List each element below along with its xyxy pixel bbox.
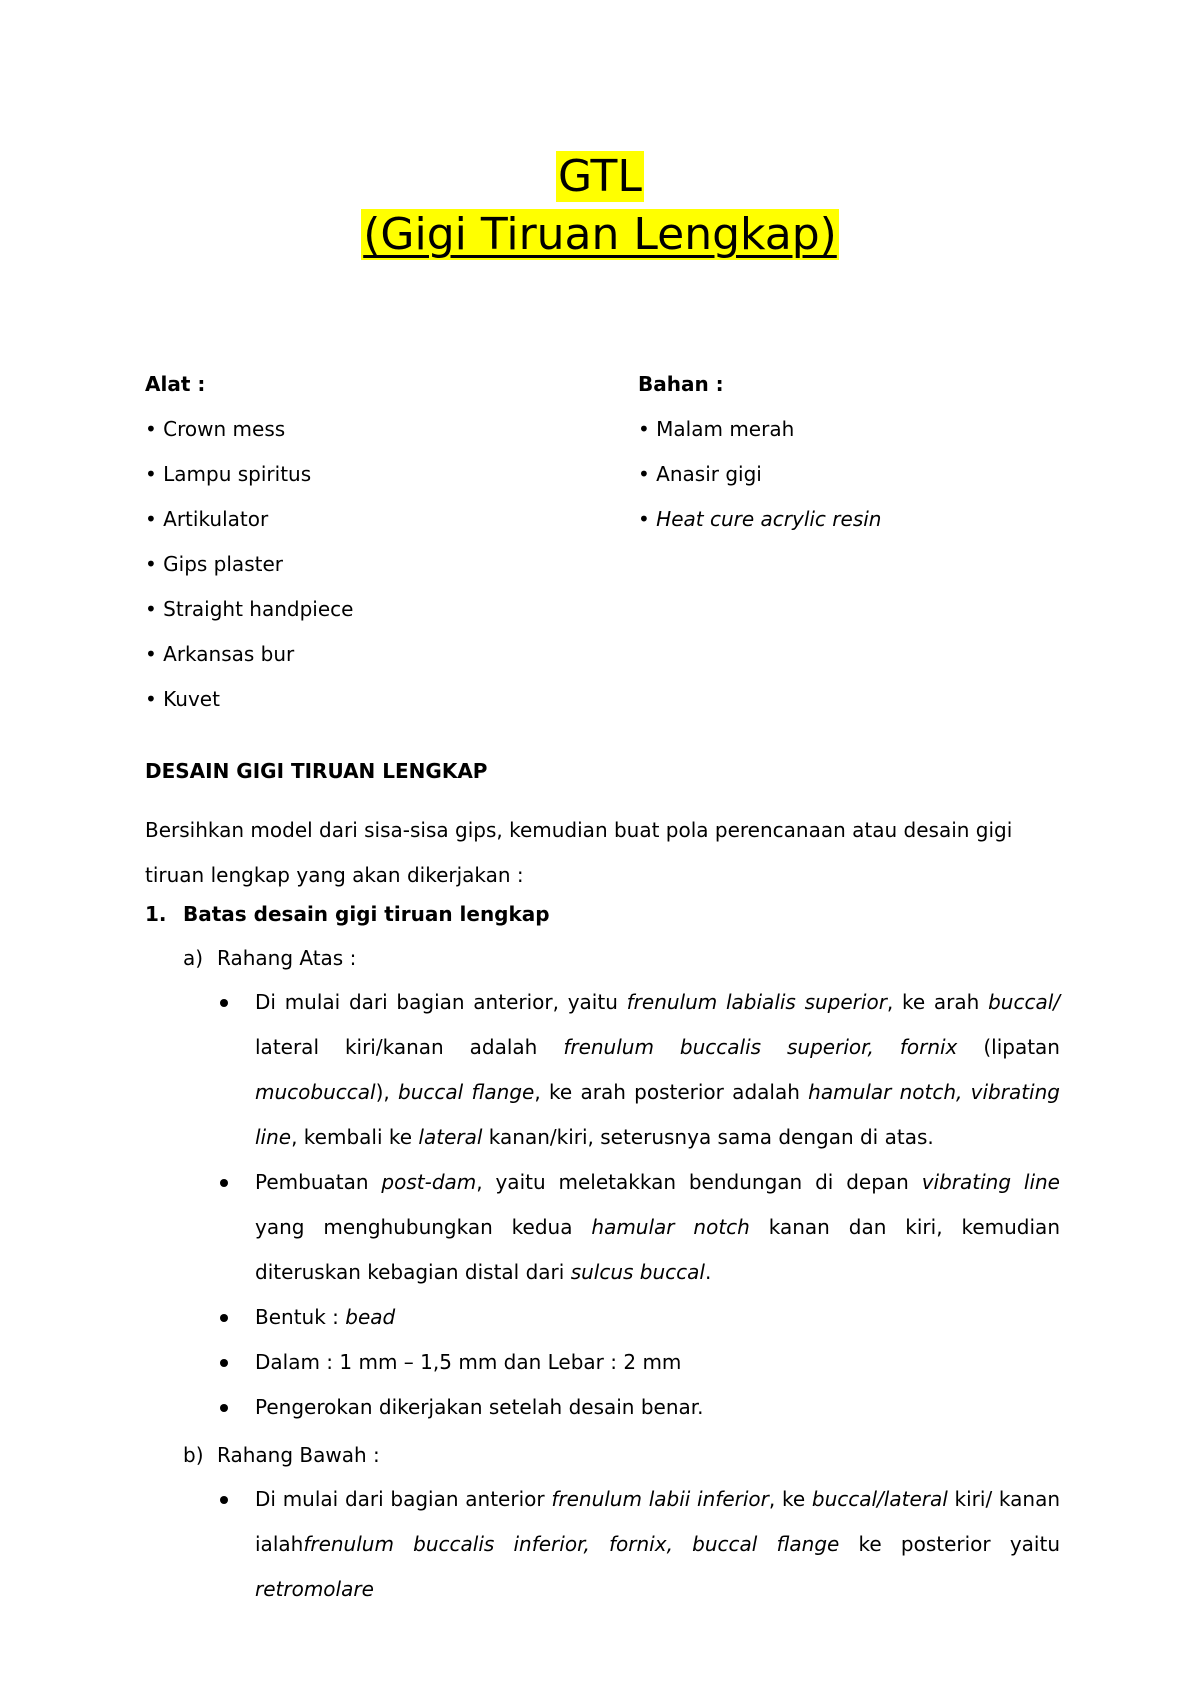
sub-item-text: Rahang Atas : xyxy=(217,946,357,970)
alat-item: • Crown mess xyxy=(145,417,286,441)
bahan-item-italic: • Heat cure acrylic resin xyxy=(638,507,882,531)
list-item: Dalam : 1 mm – 1,5 mm dan Lebar : 2 mm xyxy=(220,1340,1060,1385)
list-item: Bentuk : bead xyxy=(220,1295,1060,1340)
bullet-list-rahang-bawah xyxy=(220,1477,1060,1612)
list-item: Pembuatan post-dam, yaitu meletakkan bendungan di depan vibrating line yang menghubungkan kedua hamular notch kanan dan kiri, kemudian diteruskan kebagian distal dari sulcus buccal. xyxy=(220,1160,1060,1295)
alat-item: • Straight handpiece xyxy=(145,597,354,621)
section-heading: DESAIN GIGI TIRUAN LENGKAP xyxy=(145,759,488,783)
alat-item: • Arkansas bur xyxy=(145,642,295,666)
item-number: 1. xyxy=(145,902,167,926)
alat-item: • Artikulator xyxy=(145,507,269,531)
alat-item: • Lampu spiritus xyxy=(145,462,312,486)
list-item: Di mulai dari bagian anterior frenulum labii inferior, ke buccal/lateral kiri/ kanan ialahfrenulum buccalis inferior, fornix, buccal flange ke posterior yaitu retromolare xyxy=(220,1477,1060,1612)
list-item: Di mulai dari bagian anterior, yaitu frenulum labialis superior, ke arah buccal/ lateral kiri/kanan adalah frenulum buccalis superior, fornix (lipatan mucobuccal), buccal flange, ke arah posterior adalah hamular notch, vibrating line, kembali ke lateral kanan/kiri, seterusnya sama dengan di atas. xyxy=(220,980,1060,1160)
item-label: Batas desain gigi tiruan lengkap xyxy=(183,902,550,926)
numbered-item xyxy=(145,902,550,926)
title-line-2: (Gigi Tiruan Lengkap) xyxy=(363,209,837,260)
bahan-list xyxy=(638,362,881,542)
alat-item: • Gips plaster xyxy=(145,552,283,576)
bahan-item: • Malam merah xyxy=(638,417,795,441)
document-title xyxy=(0,148,1200,264)
intro-paragraph: Bersihkan model dari sisa-sisa gips, kemudian buat pola perencanaan atau desain gigi tiruan lengkap yang akan dikerjakan : xyxy=(145,818,1013,887)
sub-item-text: Rahang Bawah : xyxy=(217,1443,380,1467)
alat-item: • Kuvet xyxy=(145,687,220,711)
bahan-item xyxy=(638,497,881,542)
alat-list xyxy=(145,362,353,722)
sub-item-a xyxy=(183,946,356,970)
sub-item-b xyxy=(183,1443,380,1467)
sub-item-label: b) xyxy=(183,1443,204,1467)
bahan-item: • Anasir gigi xyxy=(638,462,762,486)
sub-item-label: a) xyxy=(183,946,204,970)
title-line-1: GTL xyxy=(558,151,642,202)
list-item: Pengerokan dikerjakan setelah desain benar. xyxy=(220,1385,1060,1430)
bullet-list-rahang-atas xyxy=(220,980,1060,1430)
bahan-heading: Bahan : xyxy=(638,372,724,396)
alat-heading: Alat : xyxy=(145,372,206,396)
